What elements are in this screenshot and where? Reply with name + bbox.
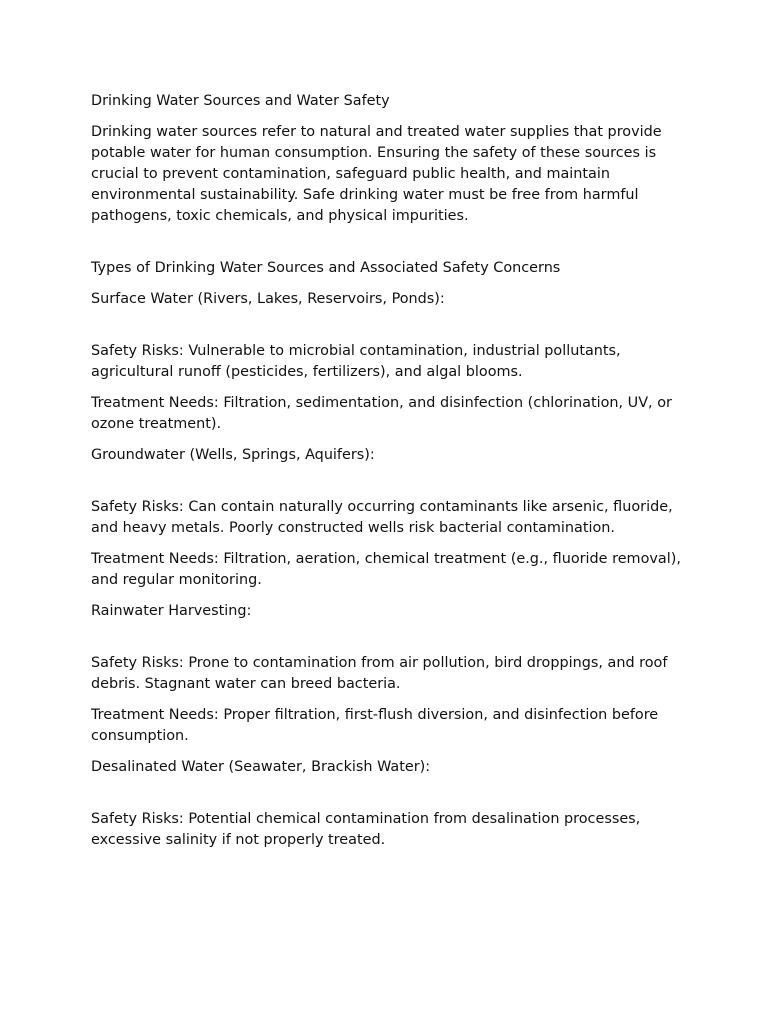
intro-paragraph: Drinking water sources refer to natural and treated water supplies that provide potable water for human consumption. Ensuring the safety of these sources is crucial to prevent contamination, safeguard public health, and maintain environmental sustainability. Safe drinking water must be free from harmful pathogens, toxic chemicals, and physical impurities. (91, 124, 662, 224)
safety-risks-desalinated-water: Safety Risks: Potential chemical contamination from desalination processes, excessive salinity if not properly treated. (91, 811, 641, 848)
treatment-needs-surface-water: Treatment Needs: Filtration, sedimentation, and disinfection (chlorination, UV, or ozone treatment). (91, 395, 672, 432)
section-heading: Types of Drinking Water Sources and Associated Safety Concerns (91, 260, 561, 276)
source-heading-desalinated-water: Desalinated Water (Seawater, Brackish Water): (91, 759, 431, 775)
safety-risks-rainwater: Safety Risks: Prone to contamination from air pollution, bird droppings, and roof debris. Stagnant water can breed bacteria. (91, 655, 668, 692)
treatment-needs-rainwater: Treatment Needs: Proper filtration, first-flush diversion, and disinfection before consumption. (91, 707, 659, 744)
safety-risks-groundwater: Safety Risks: Can contain naturally occurring contaminants like arsenic, fluoride, and heavy metals. Poorly constructed wells risk bacterial contamination. (91, 499, 673, 536)
document-title: Drinking Water Sources and Water Safety (91, 93, 390, 109)
source-heading-groundwater: Groundwater (Wells, Springs, Aquifers): (91, 447, 375, 463)
document-body (91, 91, 681, 861)
treatment-needs-groundwater: Treatment Needs: Filtration, aeration, chemical treatment (e.g., fluoride removal), and regular monitoring. (91, 551, 681, 588)
safety-risks-surface-water: Safety Risks: Vulnerable to microbial contamination, industrial pollutants, agricultural runoff (pesticides, fertilizers), and algal blooms. (91, 343, 621, 380)
source-heading-rainwater: Rainwater Harvesting: (91, 603, 252, 619)
source-heading-surface-water: Surface Water (Rivers, Lakes, Reservoirs, Ponds): (91, 291, 445, 307)
